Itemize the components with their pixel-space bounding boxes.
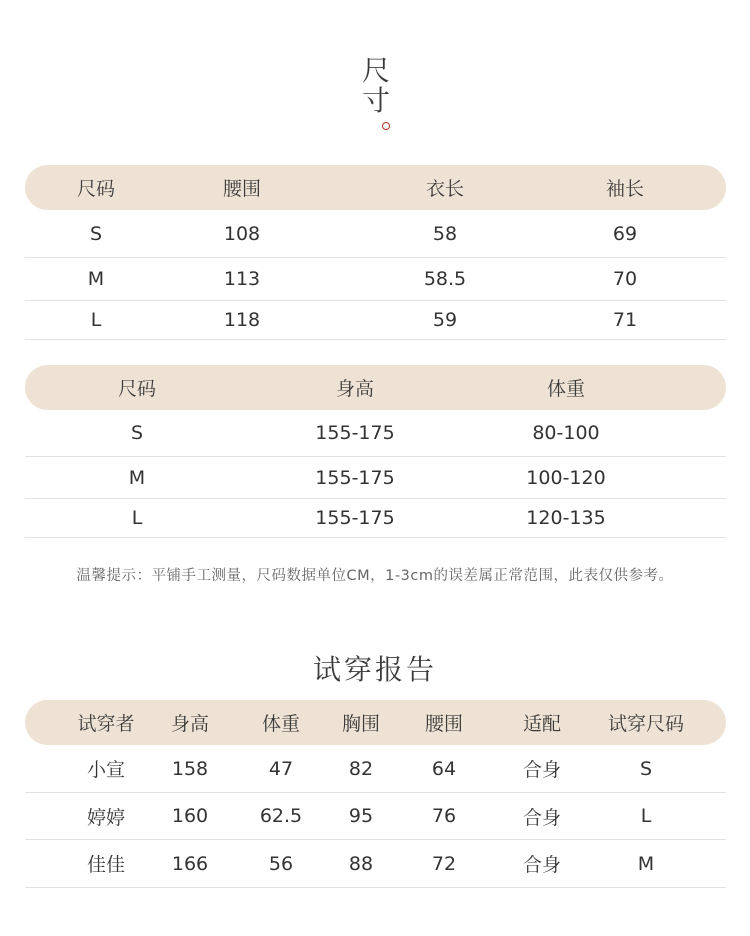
fit-table (25, 365, 726, 538)
cell-length: 58.5 (423, 268, 467, 290)
cell-weight: 80-100 (532, 422, 600, 444)
report-title: 试穿报告 (312, 653, 437, 686)
cell-height: 155-175 (315, 507, 395, 529)
header-fit: 适配 (522, 713, 562, 735)
cell-waist: 118 (223, 309, 261, 331)
header-length: 衣长 (425, 178, 465, 200)
cell-weight: 100-120 (526, 466, 606, 489)
header-size: 尺码 (76, 178, 116, 200)
cell-weight: 56 (268, 852, 294, 875)
cell-tester: 佳佳 (86, 854, 126, 876)
measurement-tip: 温馨提示：平铺手工测量，尺码数据单位CM，1-3cm的误差属正常范围，此表仅供参考。 (76, 568, 674, 584)
cell-fit: 合身 (522, 854, 562, 876)
header-waist: 腰围 (222, 178, 262, 200)
cell-waist: 64 (431, 757, 457, 780)
cell-waist: 76 (431, 805, 457, 827)
cell-size: M (87, 268, 105, 290)
header-tried-size: 试穿尺码 (607, 713, 685, 735)
cell-fit: 合身 (522, 759, 562, 781)
cell-size: S (130, 422, 144, 444)
cell-tester: 小宣 (86, 759, 126, 781)
cell-height: 158 (171, 757, 209, 780)
cell-bust: 82 (348, 757, 374, 780)
table-row (25, 840, 726, 888)
cell-size: S (89, 222, 103, 245)
report-table (25, 700, 726, 888)
cell-tried-size: M (637, 852, 655, 875)
header-tester: 试穿者 (77, 713, 135, 735)
cell-height: 166 (171, 852, 209, 875)
title-char-1: 尺 (361, 54, 390, 87)
cell-bust: 88 (348, 852, 374, 875)
header-waist: 腰围 (424, 713, 464, 735)
cell-length: 58 (432, 222, 458, 245)
cell-waist: 113 (223, 268, 261, 290)
header-height: 身高 (335, 378, 375, 400)
table-row (25, 301, 726, 340)
table-row (25, 410, 726, 457)
header-bust: 胸围 (341, 713, 381, 735)
title-period-mark (382, 122, 390, 130)
size-section-title (360, 56, 392, 116)
cell-height: 160 (171, 805, 209, 827)
cell-weight: 47 (268, 757, 294, 780)
cell-height: 155-175 (315, 466, 395, 489)
title-char-2: 寸 (361, 84, 390, 117)
fit-table-header (25, 365, 726, 410)
cell-waist: 108 (223, 222, 261, 245)
cell-waist: 72 (431, 852, 457, 875)
report-table-header (25, 700, 726, 745)
cell-sleeve: 71 (612, 309, 638, 331)
cell-bust: 95 (348, 805, 374, 827)
cell-size: M (128, 466, 146, 489)
cell-tried-size: L (640, 805, 652, 827)
header-height: 身高 (170, 713, 210, 735)
size-table (25, 165, 726, 340)
cell-length: 59 (432, 309, 458, 331)
table-row (25, 745, 726, 793)
table-row (25, 258, 726, 301)
cell-fit: 合身 (522, 806, 562, 829)
cell-weight: 62.5 (259, 805, 303, 827)
cell-tester: 婷婷 (86, 806, 126, 829)
cell-tried-size: S (639, 757, 653, 780)
cell-size: L (131, 507, 143, 529)
size-table-header (25, 165, 726, 210)
table-row (25, 499, 726, 538)
header-weight: 体重 (546, 378, 586, 400)
header-weight: 体重 (261, 713, 301, 735)
table-row (25, 457, 726, 499)
header-size: 尺码 (117, 378, 157, 400)
table-row (25, 793, 726, 840)
table-row (25, 210, 726, 258)
header-sleeve: 袖长 (605, 178, 645, 200)
cell-height: 155-175 (315, 422, 395, 444)
cell-size: L (90, 309, 102, 331)
cell-weight: 120-135 (526, 507, 606, 529)
cell-sleeve: 70 (612, 268, 638, 290)
cell-sleeve: 69 (612, 222, 638, 245)
